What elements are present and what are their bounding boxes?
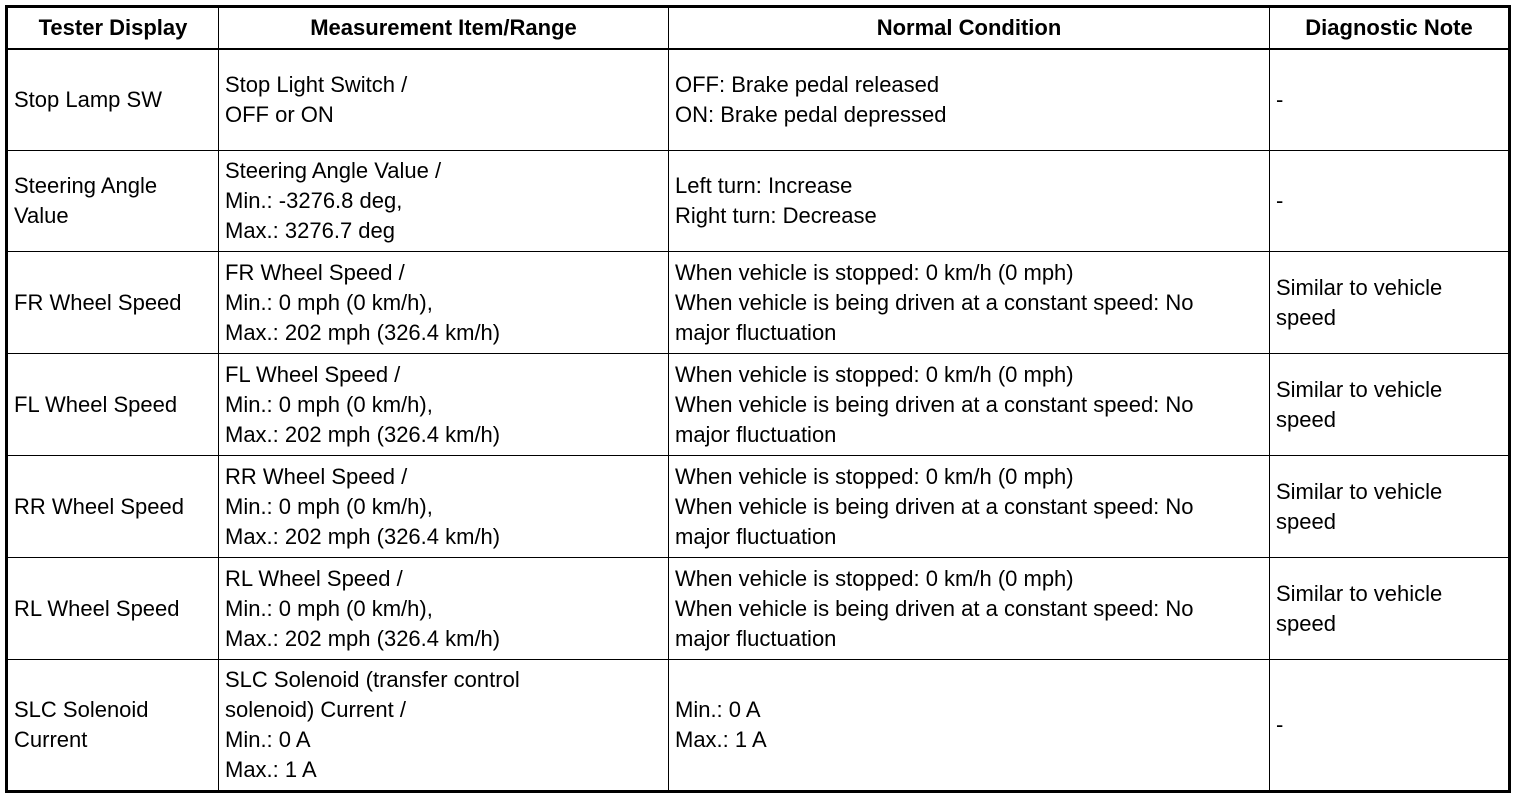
- cell-line: Max.: 202 mph (326.4 km/h): [225, 523, 501, 549]
- cell-line: Min.: 0 mph (0 km/h),: [225, 595, 433, 621]
- cell-line: FR Wheel Speed /: [225, 259, 405, 285]
- cell-line: Max.: 1 A: [225, 757, 317, 782]
- cell-line: Similar to vehicle: [1276, 274, 1443, 300]
- cell-line: RR Wheel Speed /: [225, 463, 408, 489]
- tester-display-cell: [7, 456, 219, 558]
- cell-line: Stop Lamp SW: [14, 87, 162, 112]
- cell-line: RR Wheel Speed: [14, 493, 184, 519]
- table-row: [7, 456, 1510, 558]
- cell-line: When vehicle is being driven at a constant speed: No: [675, 289, 1194, 315]
- cell-line: major fluctuation: [675, 319, 837, 345]
- cell-line: major fluctuation: [675, 523, 837, 549]
- table-row: [7, 354, 1510, 456]
- cell-line: Right turn: Decrease: [675, 203, 877, 228]
- cell-line: solenoid) Current /: [225, 697, 406, 722]
- header-normal-condition: Normal Condition: [669, 7, 1270, 50]
- cell-line: RL Wheel Speed: [14, 595, 180, 621]
- cell-line: Min.: -3276.8 deg,: [225, 188, 403, 213]
- cell-line: When vehicle is stopped: 0 km/h (0 mph): [675, 565, 1074, 591]
- header-tester-display: Tester Display: [7, 7, 219, 50]
- measurement-cell: [219, 456, 669, 558]
- normal-condition-cell: [669, 558, 1270, 660]
- cell-line: Steering Angle: [14, 173, 158, 198]
- cell-line: Similar to vehicle: [1276, 580, 1443, 606]
- cell-line: OFF or ON: [225, 102, 334, 127]
- table-row: [7, 151, 1510, 252]
- cell-line: major fluctuation: [675, 421, 837, 447]
- cell-line: SLC Solenoid: [14, 697, 149, 722]
- cell-line: FL Wheel Speed: [14, 391, 178, 417]
- cell-line: When vehicle is being driven at a constant speed: No: [675, 493, 1194, 519]
- cell-line: Max.: 202 mph (326.4 km/h): [225, 319, 501, 345]
- measurement-cell: [219, 558, 669, 660]
- diagnostic-note-cell: [1270, 252, 1510, 354]
- data-list-table: [5, 5, 1511, 793]
- cell-line: OFF: Brake pedal released: [675, 72, 940, 97]
- cell-line: Min.: 0 mph (0 km/h),: [225, 391, 433, 417]
- normal-condition-cell: [669, 354, 1270, 456]
- diagnostic-note-cell: [1270, 49, 1510, 151]
- cell-line: RL Wheel Speed /: [225, 565, 403, 591]
- cell-line: major fluctuation: [675, 625, 837, 651]
- cell-line: FL Wheel Speed /: [225, 361, 401, 387]
- diagnostic-note-cell: [1270, 151, 1510, 252]
- tester-display-cell: [7, 252, 219, 354]
- header-diagnostic-note: Diagnostic Note: [1270, 7, 1510, 50]
- cell-line: SLC Solenoid (transfer control: [225, 667, 520, 692]
- cell-line: speed: [1276, 304, 1336, 330]
- measurement-cell: [219, 252, 669, 354]
- diagnostic-note-cell: [1270, 354, 1510, 456]
- table-row: [7, 252, 1510, 354]
- measurement-cell: [219, 354, 669, 456]
- cell-line: Max.: 202 mph (326.4 km/h): [225, 421, 501, 447]
- cell-line: Min.: 0 mph (0 km/h),: [225, 493, 433, 519]
- cell-line: speed: [1276, 508, 1336, 534]
- tester-display-cell: [7, 558, 219, 660]
- cell-line: Min.: 0 A: [675, 697, 761, 722]
- header-measurement-item-range: Measurement Item/Range: [219, 7, 669, 50]
- cell-line: Max.: 3276.7 deg: [225, 218, 396, 243]
- cell-line: Stop Light Switch /: [225, 72, 408, 97]
- cell-line: Max.: 1 A: [675, 727, 767, 752]
- cell-line: When vehicle is being driven at a constant speed: No: [675, 391, 1194, 417]
- diagnostic-note-cell: [1270, 456, 1510, 558]
- cell-line: Steering Angle Value /: [225, 158, 442, 183]
- cell-line: speed: [1276, 406, 1336, 432]
- cell-line: speed: [1276, 610, 1336, 636]
- cell-line: Current: [14, 727, 88, 752]
- cell-line: Min.: 0 A: [225, 727, 311, 752]
- cell-line: Max.: 202 mph (326.4 km/h): [225, 625, 501, 651]
- cell-line: Similar to vehicle: [1276, 478, 1443, 504]
- table-header-row: [7, 7, 1510, 50]
- cell-line: ON: Brake pedal depressed: [675, 102, 947, 127]
- cell-line: Value: [14, 203, 69, 228]
- cell-line: -: [1276, 188, 1284, 213]
- table-row: [7, 558, 1510, 660]
- diagnostic-note-cell: [1270, 558, 1510, 660]
- normal-condition-cell: [669, 151, 1270, 252]
- cell-line: FR Wheel Speed: [14, 289, 182, 315]
- tester-display-cell: [7, 354, 219, 456]
- cell-line: When vehicle is being driven at a constant speed: No: [675, 595, 1194, 621]
- table-row: [7, 49, 1510, 151]
- cell-line: When vehicle is stopped: 0 km/h (0 mph): [675, 361, 1074, 387]
- measurement-cell: [219, 151, 669, 252]
- normal-condition-cell: [669, 456, 1270, 558]
- cell-line: -: [1276, 712, 1284, 737]
- cell-line: When vehicle is stopped: 0 km/h (0 mph): [675, 259, 1074, 285]
- tester-display-cell: [7, 49, 219, 151]
- cell-line: Left turn: Increase: [675, 173, 853, 198]
- normal-condition-cell: [669, 252, 1270, 354]
- cell-line: Min.: 0 mph (0 km/h),: [225, 289, 433, 315]
- cell-line: -: [1276, 87, 1284, 112]
- measurement-cell: [219, 49, 669, 151]
- tester-display-cell: [7, 151, 219, 252]
- cell-line: When vehicle is stopped: 0 km/h (0 mph): [675, 463, 1074, 489]
- cell-line: Similar to vehicle: [1276, 376, 1443, 402]
- normal-condition-cell: [669, 49, 1270, 151]
